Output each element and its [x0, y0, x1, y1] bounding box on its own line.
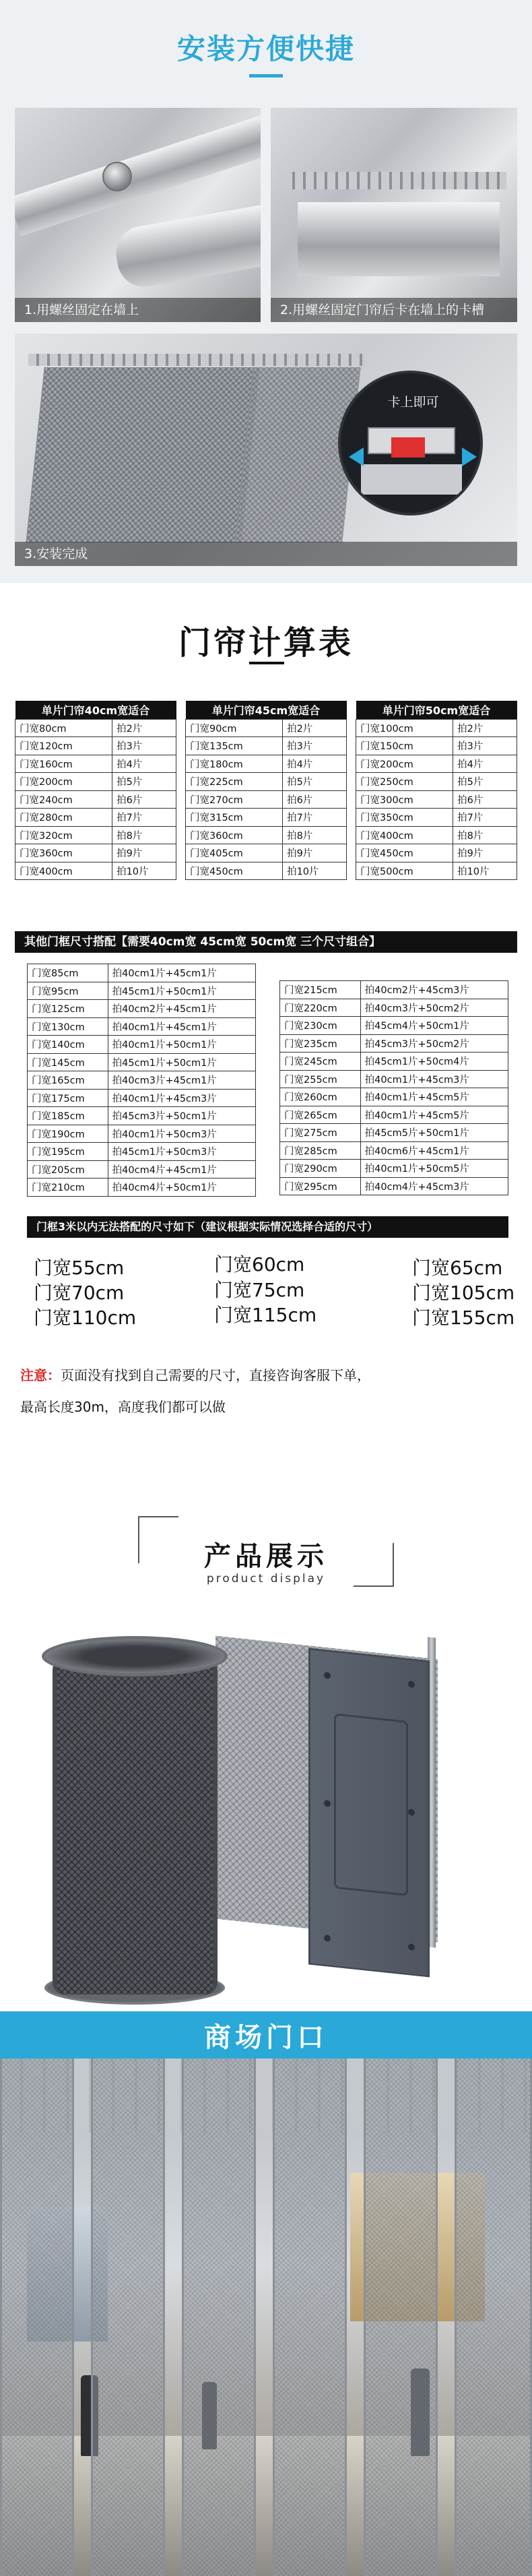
table-cell: 拍40cm4片+45cm3片: [360, 1177, 508, 1195]
table-45cm: [185, 701, 347, 880]
table-cell: 门宽280cm: [15, 809, 112, 827]
install-photo-3: [15, 334, 517, 566]
table-cell: 拍6片: [283, 790, 347, 809]
table-row: [28, 964, 256, 982]
table-cell: 拍7片: [283, 809, 347, 827]
table-cell: 拍40cm1片+50cm3片: [108, 1125, 255, 1143]
table-row: [28, 982, 256, 1000]
table-cell: 拍40cm6片+45cm1片: [360, 1141, 508, 1160]
mall-ceiling: [0, 2059, 532, 2133]
table-cell: 门宽275cm: [280, 1124, 361, 1142]
table-cell: 拍40cm1片+45cm3片: [360, 1070, 508, 1088]
small-size: 门宽65cm: [412, 1257, 503, 1279]
table-cell: 门宽285cm: [280, 1141, 361, 1160]
table-cell: 门宽225cm: [186, 773, 283, 791]
table-row: [186, 737, 347, 755]
table-cell: 门宽100cm: [356, 719, 453, 737]
hinge-rail: [28, 354, 365, 366]
table-row: [280, 1034, 508, 1053]
table-row: [15, 773, 176, 791]
table-cell: 门宽400cm: [356, 826, 453, 844]
table-row: [356, 826, 517, 844]
table-cell: 拍8片: [453, 826, 517, 844]
arrow-left-icon: [349, 447, 364, 466]
install-caption-2: 2.用螺丝固定门帘后卡在墙上的卡槽: [271, 298, 517, 322]
table-row: [356, 844, 517, 862]
table-cell: 拍2片: [112, 719, 176, 737]
table-cell: 拍40cm1片+45cm1片: [108, 1017, 255, 1036]
small-size: 门宽75cm: [214, 1279, 305, 1301]
table-row: [28, 1160, 256, 1179]
table-cell: 门宽210cm: [28, 1179, 108, 1197]
table-row: [356, 790, 517, 809]
table-row: [356, 809, 517, 827]
table-cell: 拍6片: [453, 790, 517, 809]
table-cell: 拍8片: [283, 826, 347, 844]
table-cell: 拍45cm1片+50cm3片: [108, 1143, 255, 1161]
install-caption-3: 3.安装完成: [15, 542, 517, 566]
table-cell: 门宽220cm: [280, 999, 361, 1017]
table-cell: 拍45cm1片+50cm4片: [360, 1053, 508, 1071]
table-cell: 门宽85cm: [28, 964, 108, 982]
table-cell: 拍9片: [112, 844, 176, 862]
table-row: [28, 1036, 256, 1054]
display-title: 产品展示: [204, 1541, 328, 1572]
table-cell: 门宽405cm: [186, 844, 283, 862]
small-size: 门宽110cm: [34, 1307, 137, 1329]
table-cell: 门宽120cm: [15, 737, 112, 755]
metal-bracket: [112, 201, 261, 291]
table-row: [28, 1071, 256, 1090]
table-cell: 拍45cm1片+50cm1片: [108, 982, 255, 1000]
install-caption-1: 1.用螺丝固定在墙上: [15, 298, 261, 322]
curtain-strip: [182, 2059, 256, 2576]
table-cell: 门宽260cm: [280, 1088, 361, 1106]
table-cell: 拍45cm3片+50cm1片: [108, 1107, 255, 1125]
table-cell: 拍9片: [453, 844, 517, 862]
table-combo-right: [279, 980, 508, 1195]
table-cell: 拍7片: [453, 809, 517, 827]
display-subtitle: product display: [206, 1572, 326, 1585]
table-cell: 门宽230cm: [280, 1017, 361, 1035]
clip-marker: [391, 437, 425, 458]
table-cell: 拍40cm2片+45cm1片: [108, 1000, 255, 1018]
table-header: 单片门帘45cm宽适合: [186, 701, 347, 719]
table-cell: 门宽250cm: [356, 773, 453, 791]
table-row: [28, 1107, 256, 1125]
table-cell: 门宽450cm: [186, 862, 283, 880]
table-row: [280, 1141, 508, 1160]
table-header: 单片门帘50cm宽适合: [356, 701, 517, 719]
table-row: [280, 1106, 508, 1124]
table-cell: 门宽320cm: [15, 826, 112, 844]
table-row: [28, 1125, 256, 1143]
table-cell: 门宽290cm: [280, 1160, 361, 1178]
table-row: [186, 862, 347, 880]
table-cell: 门宽360cm: [186, 826, 283, 844]
table-cell: 拍3片: [112, 737, 176, 755]
curtain-strip: [91, 2059, 165, 2576]
table-cell: 门宽90cm: [186, 719, 283, 737]
table-cell: 门宽235cm: [280, 1034, 361, 1053]
small-size: 门宽115cm: [214, 1304, 317, 1326]
table-cell: 门宽270cm: [186, 790, 283, 809]
calc-title: 门帘计算表: [178, 624, 354, 662]
table-cell: 门宽255cm: [280, 1070, 361, 1088]
table-cell: 拍45cm3片+50cm2片: [360, 1034, 508, 1053]
table-cell: 拍10片: [453, 862, 517, 880]
install-photo-1: [15, 108, 261, 322]
table-cell: 门宽180cm: [186, 755, 283, 773]
mall-floor: [0, 2436, 532, 2576]
table-row: [280, 1124, 508, 1142]
title-underline: [249, 74, 283, 77]
table-row: [15, 755, 176, 773]
table-row: [28, 1017, 256, 1036]
rivet-icon: [408, 1943, 415, 1951]
table-row: [15, 790, 176, 809]
table-row: [15, 826, 176, 844]
combo-banner: 其他门框尺寸搭配【需要40cm宽 45cm宽 50cm宽 三个尺寸组合】: [15, 931, 517, 953]
rivet-icon: [324, 1672, 331, 1679]
table-cell: 拍9片: [283, 844, 347, 862]
table-row: [15, 719, 176, 737]
curtain-strip: [0, 2059, 74, 2576]
table-cell: 门宽175cm: [28, 1089, 108, 1107]
table-row: [280, 1177, 508, 1195]
embossed-logo: [334, 1714, 408, 1897]
table-row: [186, 826, 347, 844]
table-cell: 门宽150cm: [356, 737, 453, 755]
table-cell: 门宽240cm: [15, 790, 112, 809]
table-cell: 门宽205cm: [28, 1160, 108, 1179]
roll-top: [42, 1636, 228, 1676]
table-cell: 门宽300cm: [356, 790, 453, 809]
table-cell: 门宽215cm: [280, 981, 361, 999]
rivet-icon: [324, 1935, 331, 1942]
table-row: [280, 981, 508, 999]
table-cell: 拍2片: [283, 719, 347, 737]
curtain-roll: [53, 1658, 218, 1994]
table-cell: 拍40cm4片+45cm1片: [108, 1160, 255, 1179]
table-cell: 拍3片: [283, 737, 347, 755]
table-cell: 门宽130cm: [28, 1017, 108, 1036]
table-row: [15, 737, 176, 755]
screw-icon: [102, 162, 132, 191]
table-row: [15, 809, 176, 827]
table-cell: 拍5片: [112, 773, 176, 791]
table-cell: 门宽80cm: [15, 719, 112, 737]
mall-photo: [0, 2059, 532, 2576]
curtain-clip: [298, 202, 500, 276]
table-cell: 拍4片: [112, 755, 176, 773]
table-cell: 门宽200cm: [356, 755, 453, 773]
table-cell: 拍40cm1片+45cm3片: [108, 1089, 255, 1107]
table-header: 单片门帘40cm宽适合: [15, 701, 176, 719]
table-row: [186, 844, 347, 862]
table-row: [356, 773, 517, 791]
install-photo-2: [271, 108, 517, 322]
rivet-icon: [408, 1680, 415, 1688]
table-cell: 拍3片: [453, 737, 517, 755]
table-row: [280, 1070, 508, 1088]
table-cell: 门宽95cm: [28, 982, 108, 1000]
table-cell: 门宽245cm: [280, 1053, 361, 1071]
note-label: 注意：: [20, 1367, 61, 1383]
table-cell: 门宽500cm: [356, 862, 453, 880]
table-cell: 拍40cm2片+45cm3片: [360, 981, 508, 999]
table-cell: 拍40cm3片+45cm1片: [108, 1071, 255, 1090]
table-cell: 门宽125cm: [28, 1000, 108, 1018]
table-cell: 拍8片: [112, 826, 176, 844]
table-row: [28, 1053, 256, 1071]
small-size: 门宽70cm: [34, 1282, 125, 1304]
table-cell: 拍40cm3片+50cm2片: [360, 999, 508, 1017]
table-row: [356, 737, 517, 755]
small-size: 门宽105cm: [412, 1282, 515, 1304]
table-cell: 拍40cm1片+45cm5片: [360, 1106, 508, 1124]
table-cell: 门宽350cm: [356, 809, 453, 827]
table-cell: 拍10片: [283, 862, 347, 880]
table-cell: 拍45cm4片+50cm1片: [360, 1017, 508, 1035]
small-size: 门宽55cm: [34, 1257, 125, 1279]
table-row: [280, 1160, 508, 1178]
table-row: [28, 1179, 256, 1197]
note-line-2: 最高长度30m，高度我们都可以做: [20, 1399, 226, 1415]
table-row: [15, 862, 176, 880]
rivet-icon: [408, 1809, 415, 1816]
table-cell: 门宽450cm: [356, 844, 453, 862]
table-cell: 门宽160cm: [15, 755, 112, 773]
calc-underline: [249, 662, 284, 664]
table-cell: 门宽195cm: [28, 1143, 108, 1161]
table-row: [356, 755, 517, 773]
arrow-right-icon: [462, 447, 477, 466]
small-sizes-banner: 门框3米以内无法搭配的尺寸如下（建议根据实际情况选择合适的尺寸）: [27, 1216, 508, 1238]
table-row: [280, 1053, 508, 1071]
table-row: [28, 1143, 256, 1161]
table-row: [15, 844, 176, 862]
table-cell: 拍5片: [283, 773, 347, 791]
table-cell: 拍40cm1片+50cm1片: [108, 1036, 255, 1054]
table-row: [186, 773, 347, 791]
table-row: [280, 1088, 508, 1106]
table-cell: 拍7片: [112, 809, 176, 827]
table-row: [28, 1089, 256, 1107]
table-40cm: [15, 701, 176, 880]
table-row: [186, 790, 347, 809]
table-cell: 门宽185cm: [28, 1107, 108, 1125]
table-cell: 拍10片: [112, 862, 176, 880]
curtain-strip: [455, 2059, 532, 2576]
table-cell: 拍4片: [283, 755, 347, 773]
table-cell: 门宽165cm: [28, 1071, 108, 1090]
table-cell: 门宽145cm: [28, 1053, 108, 1071]
table-cell: 门宽360cm: [15, 844, 112, 862]
clip-label: 卡上即可: [387, 395, 439, 410]
table-cell: 拍45cm1片+50cm1片: [108, 1053, 255, 1071]
table-cell: 门宽295cm: [280, 1177, 361, 1195]
curtain-panel: [308, 1648, 430, 1978]
table-cell: 门宽400cm: [15, 862, 112, 880]
table-cell: 门宽200cm: [15, 773, 112, 791]
table-row: [28, 1000, 256, 1018]
table-50cm: [356, 701, 517, 880]
table-cell: 拍45cm5片+50cm1片: [360, 1124, 508, 1142]
table-cell: 门宽140cm: [28, 1036, 108, 1054]
table-row: [356, 719, 517, 737]
table-cell: 门宽190cm: [28, 1125, 108, 1143]
note-text: 页面没有找到自己需要的尺寸，直接咨询客服下单，: [61, 1367, 370, 1383]
table-cell: 门宽265cm: [280, 1106, 361, 1124]
table-row: [186, 755, 347, 773]
table-row: [186, 809, 347, 827]
curtain-mesh-1: [26, 367, 259, 542]
table-cell: 拍40cm1片+50cm5片: [360, 1160, 508, 1178]
curtain-strip: [364, 2059, 438, 2576]
zoom-detail: [338, 371, 483, 515]
rivet-icon: [324, 1800, 331, 1807]
table-row: [186, 719, 347, 737]
table-row: [356, 862, 517, 880]
table-cell: 拍40cm1片+45cm5片: [360, 1088, 508, 1106]
small-size: 门宽155cm: [412, 1307, 515, 1329]
note-line: [20, 1364, 370, 1384]
install-title: 安装方便快捷: [176, 32, 355, 65]
curtain-strip: [273, 2059, 347, 2576]
table-cell: 门宽135cm: [186, 737, 283, 755]
table-cell: 拍2片: [453, 719, 517, 737]
table-cell: 拍40cm1片+45cm1片: [108, 964, 255, 982]
table-cell: 拍40cm4片+50cm1片: [108, 1179, 255, 1197]
table-row: [280, 999, 508, 1017]
table-cell: 拍6片: [112, 790, 176, 809]
table-cell: 拍5片: [453, 773, 517, 791]
table-combo-left: [27, 964, 256, 1197]
table-cell: 门宽315cm: [186, 809, 283, 827]
clip-body: [361, 464, 462, 495]
mall-title: 商场门口: [204, 2022, 328, 2053]
small-size: 门宽60cm: [214, 1253, 305, 1276]
table-cell: 拍4片: [453, 755, 517, 773]
table-row: [280, 1017, 508, 1035]
hinge-strip: [284, 172, 506, 189]
